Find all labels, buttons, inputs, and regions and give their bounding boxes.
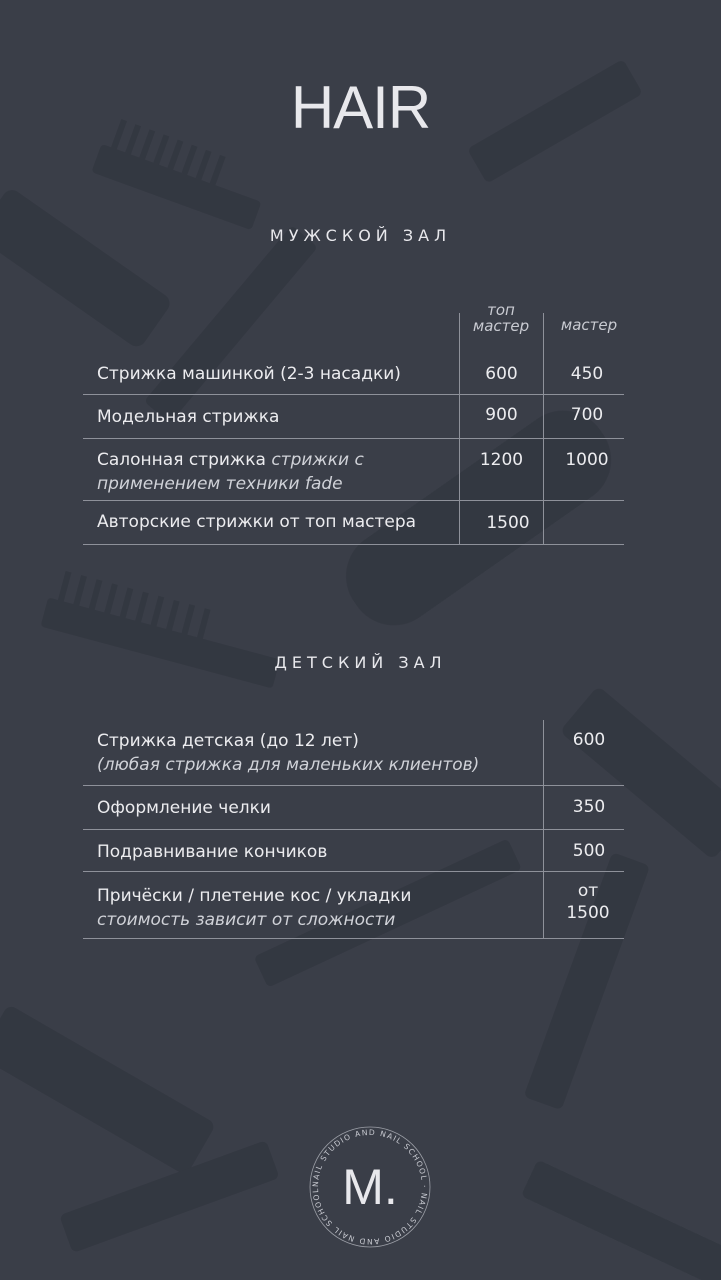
mens-row-divider xyxy=(83,544,624,545)
mens-row-1-name: Модельная стрижка xyxy=(97,407,280,427)
kids-row-divider xyxy=(83,785,624,786)
mens-row-divider xyxy=(83,500,624,501)
kids-row-divider xyxy=(83,938,624,939)
kids-row-1-price: 350 xyxy=(572,797,606,817)
kids-row-0-price: 600 xyxy=(572,730,606,750)
kids-row-0-note: (любая стрижка для маленьких клиентов) xyxy=(97,755,480,775)
mens-row-0-name: Стрижка машинкой (2-3 насадки) xyxy=(97,364,401,384)
mens-table-divider-2 xyxy=(543,313,544,545)
kids-row-3-name: Причёски / плетение кос / укладки стоимость зависит от сложности xyxy=(97,886,412,930)
logo-ring-text: NAIL STUDIO AND NAIL SCHOOL · NAIL STUDIO AND NAIL SCHOOL xyxy=(310,1127,430,1247)
mens-table-divider-1 xyxy=(459,313,460,545)
studio-logo xyxy=(301,1118,439,1256)
kids-section-heading: ДЕТСКИЙ ЗАЛ xyxy=(274,653,447,672)
mens-row-divider xyxy=(83,394,624,395)
mens-row-2-top-price: 1200 xyxy=(479,450,524,470)
page-title: HAIR xyxy=(290,74,431,141)
mens-row-2-note: стрижки с применением техники fade xyxy=(97,450,364,494)
mens-row-3-name: Авторские стрижки от топ мастера xyxy=(97,512,417,532)
logo-letter: M. xyxy=(342,1159,398,1215)
mens-row-divider xyxy=(83,438,624,439)
mens-row-3-top-price: 1500 xyxy=(486,513,530,533)
mens-row-0-top-price: 600 xyxy=(485,364,518,384)
mens-section-heading: МУЖСКОЙ ЗАЛ xyxy=(269,226,452,245)
mens-row-1-master-price: 700 xyxy=(570,405,604,425)
col-header-top-master: топ мастер xyxy=(472,301,530,335)
mens-row-2-master-price: 1000 xyxy=(565,450,609,470)
kids-row-divider xyxy=(83,829,624,830)
kids-row-divider xyxy=(83,871,624,872)
kids-row-0-name: Стрижка детская (до 12 лет) (любая стрижка для маленьких клиентов) xyxy=(97,731,480,775)
kids-row-1-name: Оформление челки xyxy=(97,798,271,818)
mens-row-0-master-price: 450 xyxy=(570,364,604,384)
col-header-master: мастер xyxy=(560,316,618,334)
kids-row-3-note: стоимость зависит от сложности xyxy=(97,910,396,930)
kids-row-2-name: Подравнивание кончиков xyxy=(97,842,328,862)
kids-row-2-price: 500 xyxy=(572,841,606,861)
mens-row-2-name: Салонная стрижка стрижки с применением техники fade xyxy=(97,450,364,494)
kids-row-3-price: от 1500 xyxy=(566,881,610,923)
mens-row-1-top-price: 900 xyxy=(485,405,518,425)
